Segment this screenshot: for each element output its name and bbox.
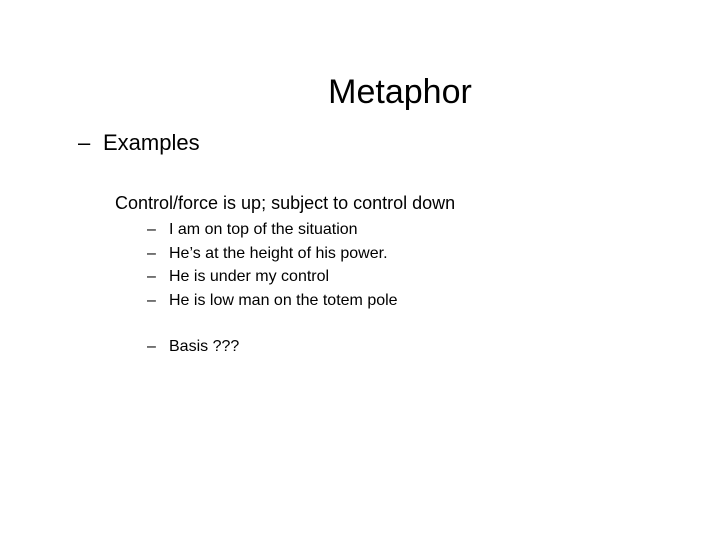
bullet-marker: – [147,221,156,238]
list-item-text: I am on top of the situation [169,221,358,238]
list-item [147,242,398,266]
examples-bullet [78,130,200,156]
list-item [147,218,398,242]
list-item-text: He is low man on the totem pole [169,291,398,309]
example-list [147,218,398,312]
bullet-marker: – [78,130,91,155]
basis-text: Basis ??? [169,338,240,355]
bullet-marker: – [147,244,156,262]
subheading: Control/force is up; subject to control down [115,193,456,213]
list-item-text: He is under my control [169,268,330,285]
list-item [147,265,398,289]
examples-text: Examples [103,130,200,155]
bullet-marker: – [147,291,156,309]
list-item-text: He’s at the height of his power. [169,244,388,262]
list-item [147,289,398,313]
slide-title [0,72,720,112]
slide-title-text: Metaphor [328,73,472,111]
bullet-marker: – [147,338,156,355]
bullet-marker: – [147,268,156,285]
basis-bullet [147,335,239,359]
